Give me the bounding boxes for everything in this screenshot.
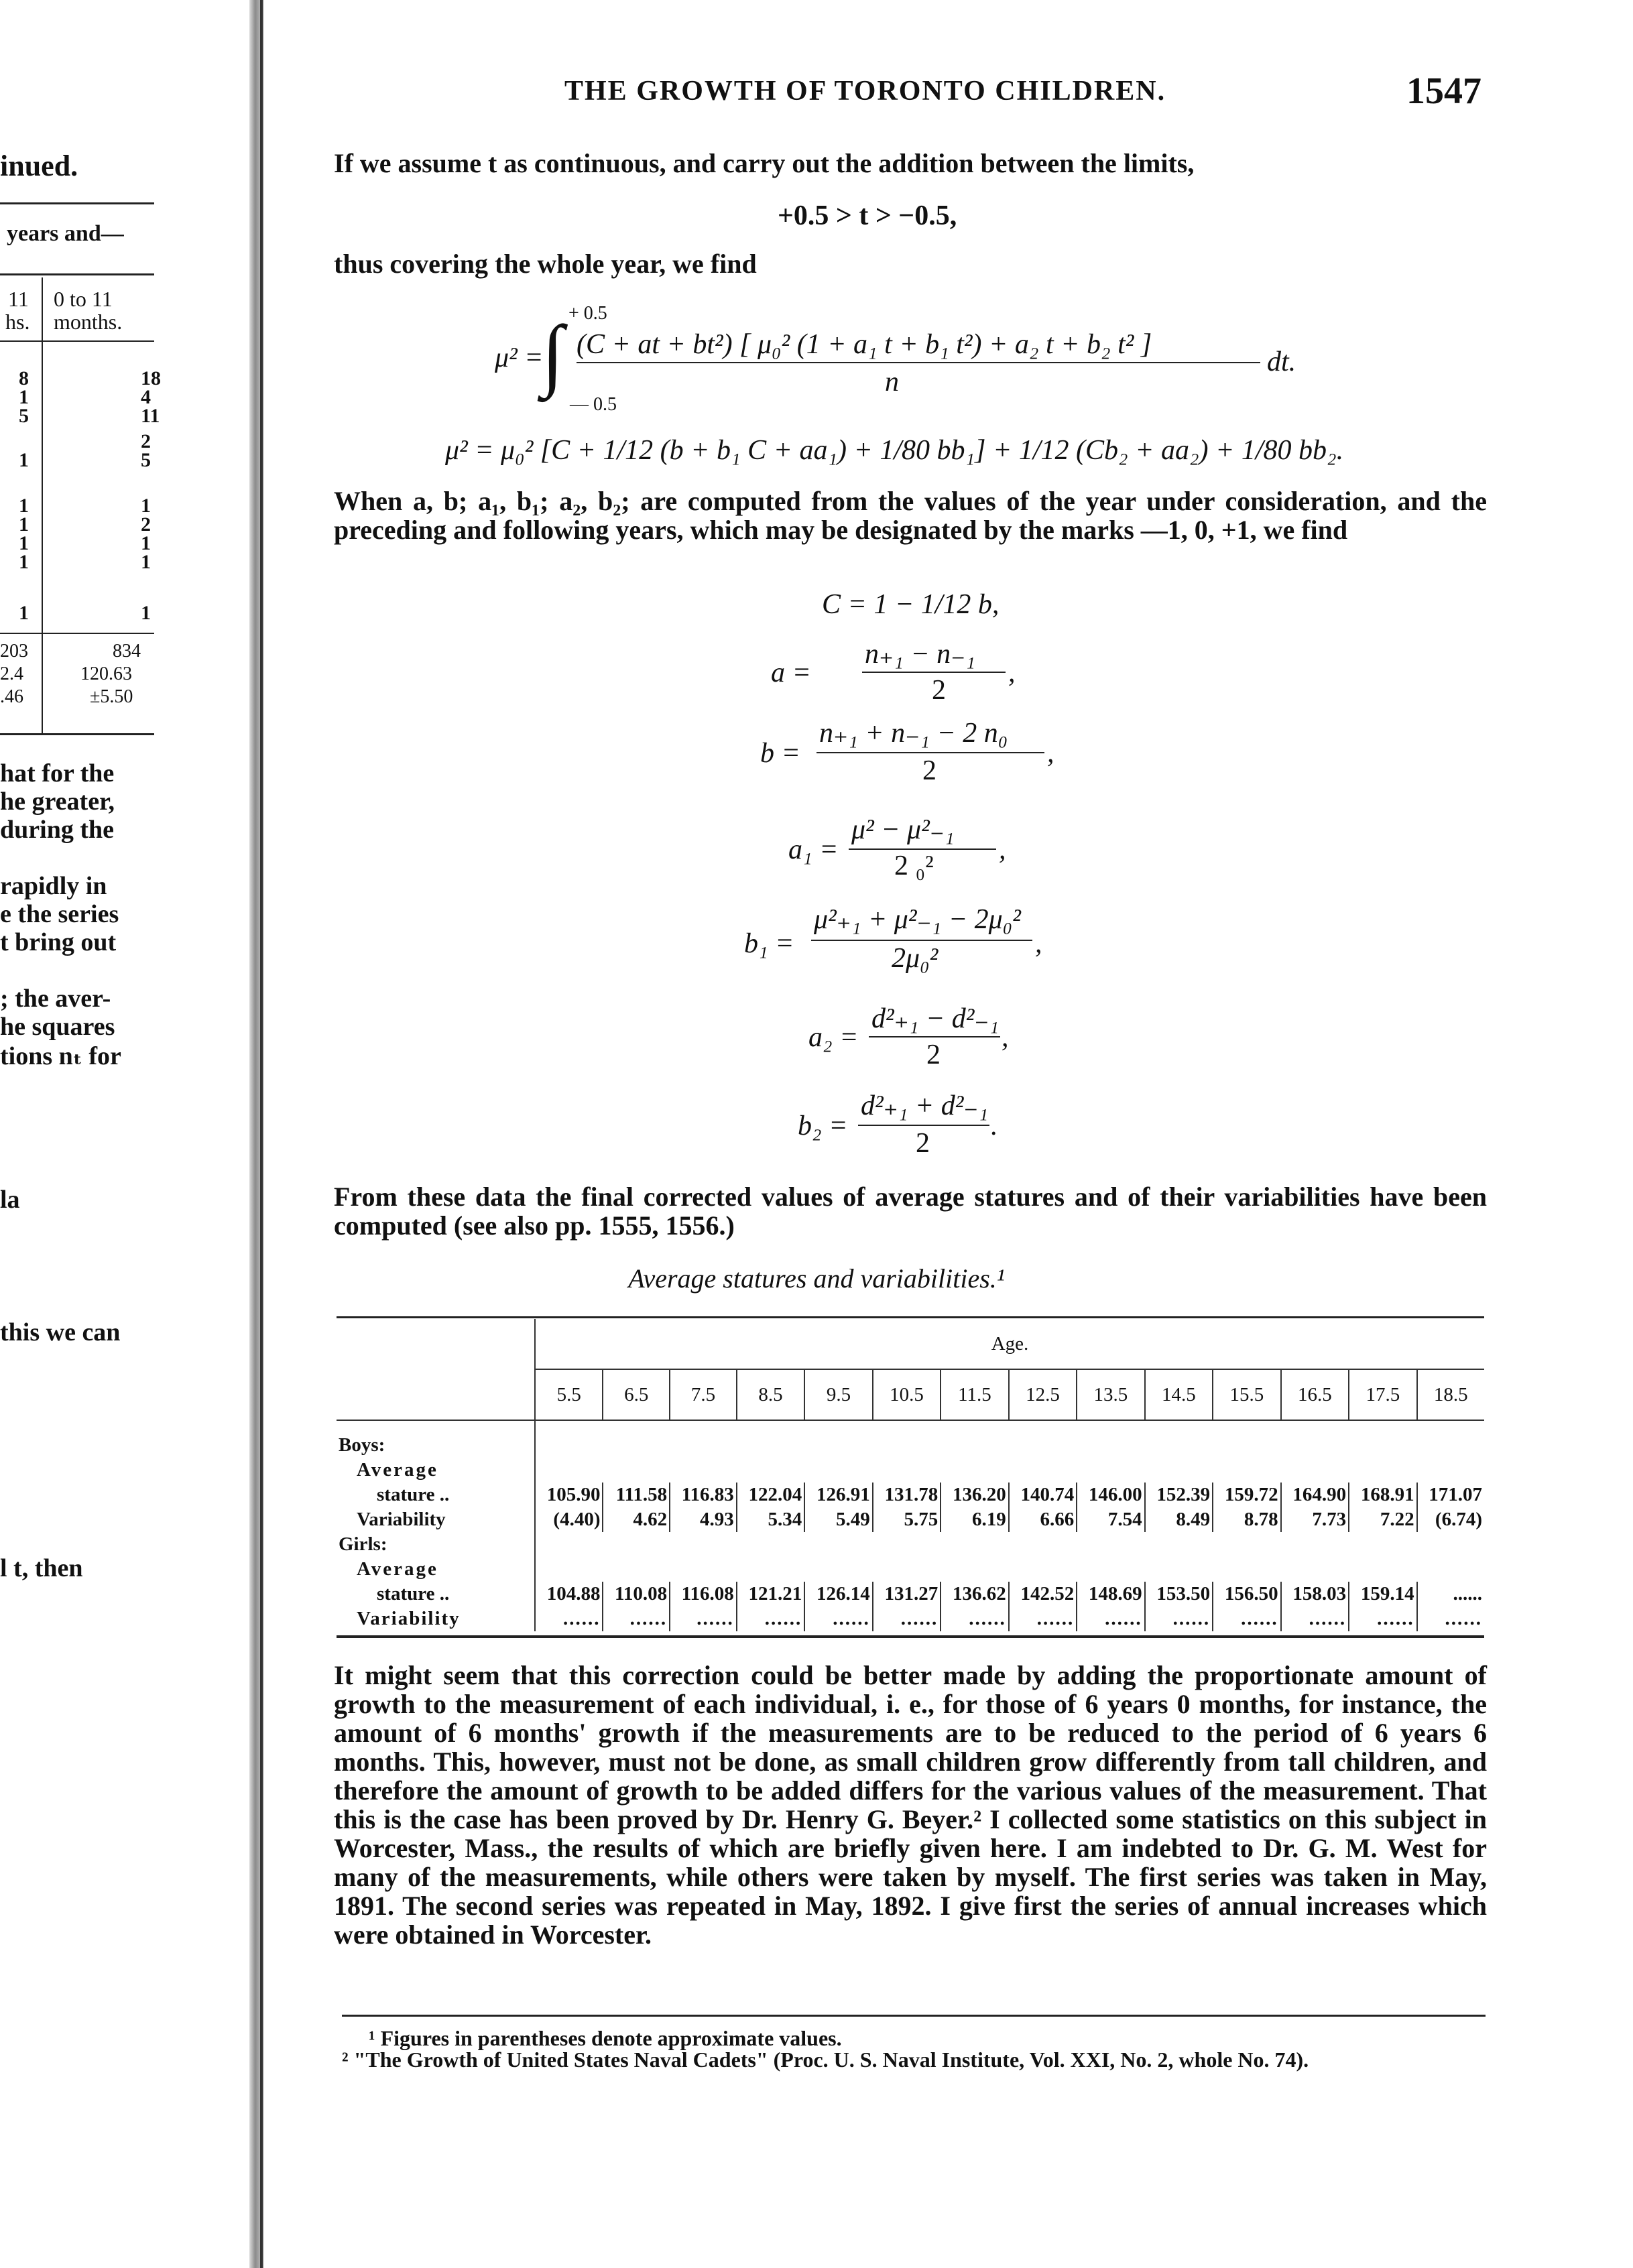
formula-denominator: 2μ₀² — [892, 943, 939, 974]
integral-lower-limit: — 0.5 — [570, 394, 617, 415]
cell: 4.93 — [670, 1507, 737, 1532]
cell: ...... — [1145, 1606, 1213, 1631]
formula-lhs: b₁ = — [744, 928, 794, 959]
formula-lhs: a₂ = — [808, 1022, 859, 1053]
left-text: 11 — [141, 405, 160, 427]
left-text: 0 to 11 — [54, 287, 113, 311]
formula-numerator: μ²₊₁ + μ²₋₁ − 2μ₀² — [814, 904, 1021, 935]
paragraph: From these data the final corrected values of average statures and of their variabilities have been computed (see also pp. 1555, 1556.) — [334, 1182, 1487, 1241]
cell: (4.40) — [535, 1507, 603, 1532]
cell: 7.54 — [1077, 1507, 1144, 1532]
left-text: during the — [0, 816, 114, 844]
cell: ...... — [1417, 1606, 1484, 1631]
cell: 126.91 — [804, 1483, 872, 1507]
cell: 168.91 — [1349, 1483, 1416, 1507]
left-text: 1 — [141, 495, 151, 517]
left-text: 1 — [19, 495, 29, 517]
formula-lhs: a = — [771, 657, 811, 688]
fraction-bar — [816, 752, 1044, 753]
cell: 159.72 — [1213, 1483, 1280, 1507]
left-text: la — [0, 1186, 20, 1214]
left-text: 18 — [141, 367, 161, 389]
formula-numerator: n₊₁ − n₋₁ — [865, 639, 975, 670]
age-cell: 5.5 — [535, 1369, 603, 1420]
left-rule — [0, 202, 154, 204]
formula: C = 1 − 1/12 b, — [822, 589, 1000, 620]
cell: 122.04 — [737, 1483, 804, 1507]
row-label: stature .. — [377, 1484, 450, 1505]
cell: ...... — [1281, 1606, 1349, 1631]
age-cell: 7.5 — [670, 1369, 737, 1420]
left-text: 1 — [19, 513, 29, 536]
formula-punct: , — [1035, 928, 1042, 959]
left-text: 120.63 — [80, 664, 132, 684]
fraction-bar — [811, 940, 1032, 941]
cell: ...... — [873, 1606, 941, 1631]
cell: 131.78 — [873, 1483, 941, 1507]
left-text: 11 — [8, 287, 29, 311]
cell: 8.49 — [1145, 1507, 1213, 1532]
cell: ...... — [737, 1606, 804, 1631]
formula-punct: . — [991, 1111, 998, 1141]
left-rule — [0, 733, 154, 735]
left-text: hat for the — [0, 759, 115, 788]
equation-dt: dt. — [1267, 346, 1296, 377]
cell: 121.21 — [737, 1582, 804, 1606]
cell: (6.74) — [1417, 1507, 1484, 1532]
integral-sign-icon: ∫ — [542, 309, 564, 398]
left-text: rapidly in — [0, 872, 107, 900]
left-text: ±5.50 — [90, 686, 133, 707]
row-label: Variability — [357, 1509, 446, 1530]
formula-denominator: 2 ₀² — [894, 850, 934, 881]
left-text: inued. — [0, 149, 78, 182]
left-text: t bring out — [0, 928, 117, 956]
cell: 136.20 — [941, 1483, 1008, 1507]
cell: ...... — [1213, 1606, 1280, 1631]
cell: 111.58 — [603, 1483, 670, 1507]
cell: 6.66 — [1009, 1507, 1077, 1532]
left-text: 834 — [113, 641, 141, 662]
left-text: 2 — [141, 513, 151, 536]
table-bottom-rule — [337, 1635, 1484, 1638]
equation-denominator: n — [885, 367, 899, 397]
cell: 116.83 — [670, 1483, 737, 1507]
row-label: stature .. — [377, 1583, 450, 1604]
formula-punct: , — [1008, 657, 1016, 688]
cell: 5.49 — [804, 1507, 872, 1532]
running-title: THE GROWTH OF TORONTO CHILDREN. — [564, 76, 1166, 107]
left-text: ; the aver- — [0, 985, 111, 1013]
left-text: 1 — [19, 532, 29, 554]
age-cell: 14.5 — [1145, 1369, 1213, 1420]
age-cell: 13.5 — [1077, 1369, 1144, 1420]
cell: ...... — [670, 1606, 737, 1631]
cell: 105.90 — [535, 1483, 603, 1507]
left-text: l t, then — [0, 1554, 83, 1582]
left-text: 5 — [141, 449, 151, 471]
paragraph: thus covering the whole year, we find — [334, 249, 757, 279]
left-text: months. — [54, 310, 123, 334]
left-col-rule — [42, 277, 43, 733]
cell: 5.75 — [873, 1507, 941, 1532]
cell: 110.08 — [603, 1582, 670, 1606]
cell: 5.34 — [737, 1507, 804, 1532]
left-rule — [0, 340, 154, 342]
left-text: hs. — [5, 310, 30, 334]
formula-punct: , — [1002, 1022, 1009, 1053]
left-text: he greater, — [0, 788, 115, 816]
table-stub-header — [337, 1319, 535, 1420]
cell: 171.07 — [1417, 1483, 1484, 1507]
fraction-bar — [862, 672, 1006, 673]
age-cell: 8.5 — [737, 1369, 804, 1420]
formula-denominator: 2 — [916, 1128, 930, 1159]
cell: 159.14 — [1349, 1582, 1416, 1606]
table-row — [337, 1582, 1484, 1606]
left-rule — [0, 273, 154, 275]
left-rule — [0, 633, 154, 634]
age-cell: 11.5 — [941, 1369, 1008, 1420]
cell: 152.39 — [1145, 1483, 1213, 1507]
age-header: Age. — [535, 1319, 1484, 1369]
table-top-rule — [337, 1316, 1484, 1318]
cell: 136.62 — [941, 1582, 1008, 1606]
cell: 158.03 — [1281, 1582, 1349, 1606]
cell: 104.88 — [535, 1582, 603, 1606]
left-text: 4 — [141, 386, 151, 408]
left-text: 1 — [141, 551, 151, 573]
left-text: .46 — [0, 686, 23, 707]
table-row — [337, 1606, 1484, 1631]
limits-formula: +0.5 > t > −0.5, — [778, 200, 957, 231]
paragraph: It might seem that this correction could be better made by adding the proportionate amount of growth to the measurement of each individual, i. e., for those of 6 years 0 months, for instance, the amount of 6 months' growth if the measurements are to be reduced to the period of 6 years 6 months. This, however, must not be done, as small children grow differently from tall children, and therefore the amount of growth to be added differs for the various values of the measurement. That this is the case has been proved by Dr. Henry G. Beyer.² I collected some statistics on this subject in Worcester, Mass., the results of which are briefly given here. I am indebted to Dr. G. M. West for many of the measurements, while others were taken by myself. The first series was taken in May, 1891. The second series was repeated in May, 1892. I give first the series of annual increases which were obtained in Worcester. — [334, 1660, 1487, 1950]
row-label: Girls: — [339, 1533, 387, 1555]
equation-expanded: μ² = μ₀² [C + 1/12 (b + b₁ C + aa₁) + 1/80 bb₁] + 1/12 (Cb₂ + aa₂) + 1/80 bb₂. — [445, 435, 1344, 466]
equation-numerator: (C + at + bt²) [ μ₀² (1 + a₁ t + b₁ t²) + a₂ t + b₂ t² ] — [577, 329, 1152, 360]
left-text: 1 — [141, 602, 151, 624]
formula-numerator: d²₊₁ + d²₋₁ — [861, 1090, 989, 1121]
cell: 7.73 — [1281, 1507, 1349, 1532]
age-cell: 10.5 — [873, 1369, 941, 1420]
formula-lhs: b₂ = — [798, 1111, 848, 1141]
left-text: 1 — [19, 551, 29, 573]
cell: 153.50 — [1145, 1582, 1213, 1606]
left-text: 1 — [19, 386, 29, 408]
formula-lhs: b = — [760, 738, 800, 769]
fraction-bar — [577, 362, 1260, 363]
left-text: 2 — [141, 430, 151, 452]
cell: 126.14 — [804, 1582, 872, 1606]
table-caption: Average statures and variabilities.¹ — [628, 1263, 1005, 1294]
cell: 140.74 — [1009, 1483, 1077, 1507]
left-text: this we can — [0, 1318, 121, 1346]
cell: 146.00 — [1077, 1483, 1144, 1507]
left-text: he squares — [0, 1013, 115, 1041]
age-cell: 15.5 — [1213, 1369, 1280, 1420]
cell: 164.90 — [1281, 1483, 1349, 1507]
cell: 148.69 — [1077, 1582, 1144, 1606]
fraction-bar — [858, 1125, 989, 1126]
cell: ...... — [1349, 1606, 1416, 1631]
formula-numerator: d²₊₁ − d²₋₁ — [871, 1003, 1000, 1034]
left-text: 203 — [0, 641, 28, 662]
left-text: tions nₜ for — [0, 1042, 121, 1070]
left-text: 1 — [19, 602, 29, 624]
formula-denominator: 2 — [922, 755, 936, 786]
cell: 7.22 — [1349, 1507, 1416, 1532]
cell: 116.08 — [670, 1582, 737, 1606]
age-cell: 6.5 — [603, 1369, 670, 1420]
footnote-1: ¹ Figures in parentheses denote approximate values. — [369, 2026, 842, 2050]
formula-denominator: 2 — [926, 1040, 941, 1070]
formula-punct: , — [1047, 738, 1054, 769]
age-cell: 12.5 — [1009, 1369, 1077, 1420]
page-number: 1547 — [1406, 70, 1481, 112]
left-text: 2.4 — [0, 664, 23, 684]
left-text: 5 — [19, 405, 29, 427]
age-cell: 18.5 — [1417, 1369, 1484, 1420]
row-label: Average — [357, 1459, 438, 1480]
stature-table — [337, 1319, 1484, 1631]
cell: 142.52 — [1009, 1582, 1077, 1606]
left-text: e the series — [0, 900, 119, 928]
footnote-2: ² "The Growth of United States Naval Cadets" (Proc. U. S. Naval Institute, Vol. XXI, No. 2, whole No. 74). — [342, 2048, 1309, 2072]
cell: 8.78 — [1213, 1507, 1280, 1532]
cell: ...... — [1009, 1606, 1077, 1631]
cell: ...... — [603, 1606, 670, 1631]
left-text: 1 — [19, 449, 29, 471]
paragraph: If we assume t as continuous, and carry out the addition between the limits, — [334, 148, 1195, 178]
cell: ...... — [804, 1606, 872, 1631]
table-row — [337, 1483, 1484, 1507]
cell: ...... — [941, 1606, 1008, 1631]
formula-denominator: 2 — [932, 675, 946, 706]
footnote-rule — [342, 2015, 1486, 2017]
gutter-edge — [260, 0, 263, 2268]
age-cell: 16.5 — [1281, 1369, 1349, 1420]
formula-punct: , — [999, 834, 1006, 865]
cell: 131.27 — [873, 1582, 941, 1606]
left-text: 8 — [19, 367, 29, 389]
formula-lhs: a₁ = — [788, 834, 839, 865]
integral-upper-limit: + 0.5 — [568, 303, 607, 324]
formula-numerator: μ² − μ²₋₁ — [851, 814, 955, 845]
cell: ...... — [1417, 1582, 1484, 1606]
left-text: years and— — [7, 221, 124, 246]
equation-lhs: μ² = — [495, 342, 544, 373]
row-label: Variability — [357, 1608, 461, 1629]
left-text: 1 — [141, 532, 151, 554]
age-cell: 9.5 — [804, 1369, 872, 1420]
table-row — [337, 1507, 1484, 1532]
fraction-bar — [869, 1036, 1000, 1037]
cell: ...... — [1077, 1606, 1144, 1631]
cell: ...... — [535, 1606, 603, 1631]
cell: 6.19 — [941, 1507, 1008, 1532]
formula-numerator: n₊₁ + n₋₁ − 2 n₀ — [819, 718, 1008, 749]
row-label: Boys: — [339, 1434, 385, 1456]
age-cell: 17.5 — [1349, 1369, 1416, 1420]
cell: 4.62 — [603, 1507, 670, 1532]
row-label: Average — [357, 1558, 438, 1580]
paragraph: When a, b; a₁, b₁; a₂, b₂; are computed from the values of the year under consideration, and the preceding and following years, which may be designated by the marks —1, 0, +1, we find — [334, 486, 1487, 545]
cell: 156.50 — [1213, 1582, 1280, 1606]
